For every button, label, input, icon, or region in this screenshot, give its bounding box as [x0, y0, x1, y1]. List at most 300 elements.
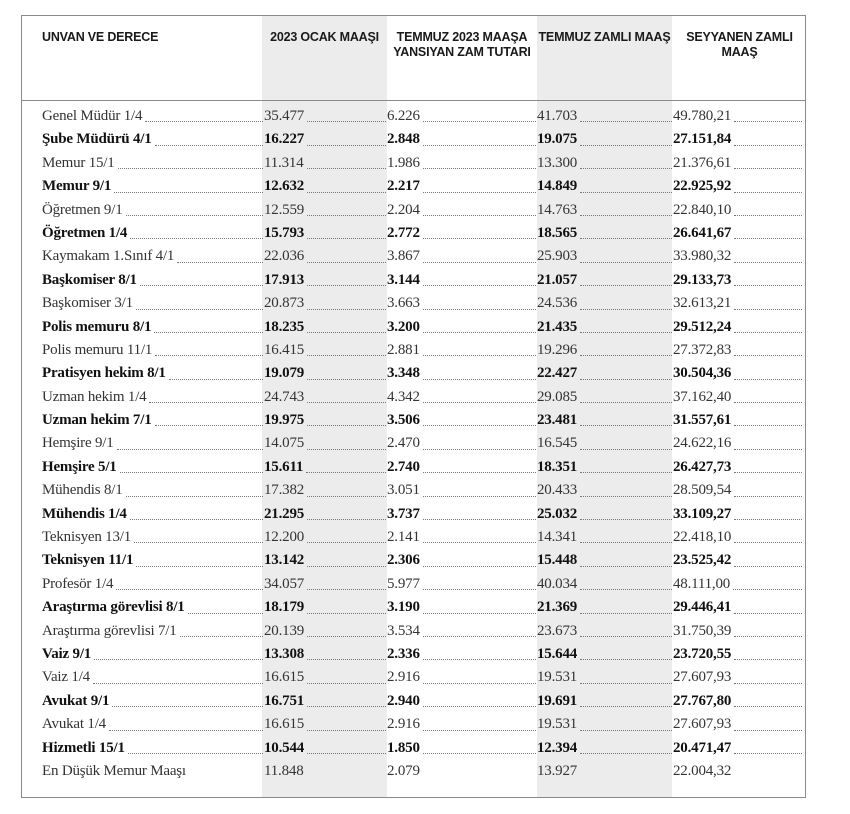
dotted-leader — [307, 753, 386, 754]
cell-zam-tutari — [387, 713, 537, 736]
cell-zam-tutari-text: 2.470 — [387, 435, 420, 452]
cell-unvan-text: Mühendis 8/1 — [42, 482, 123, 499]
cell-unvan-text: Öğretmen 9/1 — [42, 201, 123, 218]
cell-unvan-text: Genel Müdür 1/4 — [42, 108, 143, 124]
cell-seyyanen-maas-text: 29.512,24 — [673, 318, 732, 335]
dotted-leader — [580, 121, 672, 122]
dotted-leader — [423, 589, 536, 590]
cell-unvan — [42, 199, 264, 222]
cell-zamli-maas — [537, 269, 673, 292]
dotted-leader — [307, 566, 386, 567]
dotted-leader — [117, 449, 263, 450]
dotted-leader — [307, 519, 386, 520]
dotted-leader — [307, 215, 386, 216]
cell-zamli-maas — [537, 456, 673, 479]
cell-ocak-maasi — [264, 690, 387, 713]
dotted-leader — [136, 566, 263, 567]
cell-unvan — [42, 128, 264, 151]
dotted-leader — [734, 636, 802, 637]
cell-zamli-maas-text: 40.034 — [537, 575, 578, 592]
cell-unvan — [42, 573, 264, 596]
dotted-leader — [307, 238, 386, 239]
cell-seyyanen-maas — [673, 292, 803, 315]
table-row — [22, 503, 805, 526]
cell-zam-tutari — [387, 175, 537, 198]
dotted-leader — [423, 168, 536, 169]
cell-unvan-text: Polis memuru 11/1 — [42, 341, 153, 358]
cell-ocak-maasi — [264, 526, 387, 549]
cell-unvan-text: Memur 9/1 — [42, 178, 112, 195]
header-ocak: 2023 OCAK MAAŞI — [270, 30, 379, 44]
header-zamli: TEMMUZ ZAMLI MAAŞ — [538, 30, 671, 44]
table-row — [22, 222, 805, 245]
dotted-leader — [734, 542, 802, 543]
cell-unvan — [42, 690, 264, 713]
cell-ocak-maasi-text: 17.913 — [264, 271, 305, 288]
dotted-leader — [130, 519, 263, 520]
dotted-leader — [188, 613, 263, 614]
cell-seyyanen-maas-text: 33.980,32 — [673, 248, 732, 265]
dotted-leader — [134, 542, 263, 543]
cell-seyyanen-maas — [673, 690, 803, 713]
cell-zamli-maas-text: 21.435 — [537, 318, 578, 335]
cell-zam-tutari-text: 3.348 — [387, 365, 420, 382]
table-row — [22, 199, 805, 222]
cell-zamli-maas-text: 21.369 — [537, 599, 578, 616]
cell-zamli-maas-text: 19.296 — [537, 341, 578, 358]
dotted-leader — [145, 121, 263, 122]
dotted-leader — [118, 168, 263, 169]
dotted-leader — [734, 613, 802, 614]
cell-unvan — [42, 175, 264, 198]
table-row — [22, 456, 805, 479]
dotted-leader — [423, 215, 536, 216]
cell-ocak-maasi — [264, 456, 387, 479]
table-row — [22, 432, 805, 455]
dotted-leader — [423, 285, 536, 286]
cell-seyyanen-maas — [673, 386, 803, 409]
dotted-leader — [423, 753, 536, 754]
cell-zam-tutari — [387, 152, 537, 175]
dotted-leader — [307, 683, 386, 684]
cell-seyyanen-maas — [673, 713, 803, 736]
cell-seyyanen-maas-text: 22.925,92 — [673, 178, 732, 195]
cell-ocak-maasi-text: 12.632 — [264, 178, 305, 195]
table-row — [22, 479, 805, 502]
cell-ocak-maasi — [264, 549, 387, 572]
dotted-leader — [734, 309, 802, 310]
cell-unvan-text: Uzman hekim 1/4 — [42, 388, 147, 405]
dotted-leader — [580, 285, 672, 286]
dotted-leader — [116, 589, 263, 590]
dotted-leader — [580, 636, 672, 637]
cell-zamli-maas-text: 12.394 — [537, 739, 578, 756]
cell-zamli-maas-text: 19.691 — [537, 692, 578, 709]
dotted-leader — [307, 402, 386, 403]
table-row — [22, 269, 805, 292]
cell-zam-tutari-text: 2.940 — [387, 692, 420, 709]
cell-unvan — [42, 737, 264, 760]
table-row — [22, 362, 805, 385]
dotted-leader — [307, 332, 386, 333]
cell-seyyanen-maas — [673, 479, 803, 502]
table-body — [22, 105, 805, 783]
cell-zam-tutari-text: 2.217 — [387, 178, 420, 195]
cell-zam-tutari-text: 3.144 — [387, 271, 420, 288]
cell-zamli-maas — [537, 643, 673, 666]
cell-zam-tutari — [387, 386, 537, 409]
cell-zamli-maas-text: 13.300 — [537, 154, 578, 171]
dotted-leader — [580, 753, 672, 754]
cell-zamli-maas-text: 18.565 — [537, 224, 578, 241]
cell-unvan-text: Kaymakam 1.Sınıf 4/1 — [42, 248, 175, 265]
cell-ocak-maasi-text: 16.751 — [264, 692, 305, 709]
dotted-leader — [306, 472, 386, 473]
dotted-leader — [307, 659, 386, 660]
cell-ocak-maasi-text: 35.477 — [264, 108, 305, 124]
cell-zam-tutari — [387, 643, 537, 666]
cell-zam-tutari — [387, 128, 537, 151]
cell-zam-tutari — [387, 105, 537, 128]
cell-ocak-maasi-text: 20.139 — [264, 622, 305, 639]
cell-zamli-maas-text: 14.849 — [537, 178, 578, 195]
cell-unvan — [42, 292, 264, 315]
dotted-leader — [580, 238, 672, 239]
table-row — [22, 386, 805, 409]
cell-seyyanen-maas — [673, 316, 803, 339]
cell-ocak-maasi-text: 15.611 — [264, 458, 304, 475]
cell-unvan — [42, 549, 264, 572]
cell-zam-tutari-text: 2.916 — [387, 669, 420, 686]
cell-zam-tutari-text: 3.200 — [387, 318, 420, 335]
cell-ocak-maasi — [264, 503, 387, 526]
cell-seyyanen-maas — [673, 596, 803, 619]
cell-unvan-text: En Düşük Memur Maaşı — [42, 762, 186, 779]
cell-zamli-maas — [537, 386, 673, 409]
header-seyyanen: SEYYANEN ZAMLI MAAŞ — [686, 30, 793, 59]
cell-zam-tutari — [387, 245, 537, 268]
cell-zam-tutari-text: 6.226 — [387, 108, 420, 124]
table-row — [22, 152, 805, 175]
cell-zamli-maas-text: 18.351 — [537, 458, 578, 475]
dotted-leader — [580, 355, 672, 356]
cell-unvan — [42, 316, 264, 339]
cell-unvan — [42, 596, 264, 619]
cell-zam-tutari — [387, 432, 537, 455]
cell-ocak-maasi-text: 19.975 — [264, 412, 305, 429]
table-row — [22, 666, 805, 689]
dotted-leader — [734, 332, 802, 333]
dotted-leader — [307, 168, 387, 169]
cell-ocak-maasi-text: 11.314 — [264, 154, 304, 171]
cell-seyyanen-maas — [673, 666, 803, 689]
dotted-leader — [307, 355, 386, 356]
cell-ocak-maasi — [264, 316, 387, 339]
cell-ocak-maasi — [264, 362, 387, 385]
cell-ocak-maasi — [264, 643, 387, 666]
dotted-leader — [423, 121, 536, 122]
cell-zamli-maas-text: 20.433 — [537, 482, 578, 499]
cell-seyyanen-maas-text: 26.427,73 — [673, 458, 732, 475]
dotted-leader — [94, 659, 263, 660]
cell-ocak-maasi-text: 16.227 — [264, 131, 305, 148]
cell-zam-tutari — [387, 269, 537, 292]
dotted-leader — [307, 613, 386, 614]
dotted-leader — [423, 542, 536, 543]
cell-seyyanen-maas-text: 48.111,00 — [673, 575, 731, 592]
cell-unvan — [42, 713, 264, 736]
cell-ocak-maasi — [264, 666, 387, 689]
cell-seyyanen-maas-text: 31.750,39 — [673, 622, 732, 639]
cell-zam-tutari — [387, 573, 537, 596]
table-header — [22, 16, 805, 101]
cell-unvan-text: Hemşire 5/1 — [42, 458, 117, 475]
cell-zam-tutari-text: 3.190 — [387, 599, 420, 616]
dotted-leader — [580, 145, 672, 146]
cell-ocak-maasi — [264, 105, 387, 128]
cell-zamli-maas-text: 15.644 — [537, 645, 578, 662]
cell-zamli-maas — [537, 339, 673, 362]
dotted-leader — [307, 589, 386, 590]
cell-zam-tutari — [387, 292, 537, 315]
cell-unvan — [42, 643, 264, 666]
dotted-leader — [734, 449, 802, 450]
dotted-leader — [734, 706, 802, 707]
dotted-leader — [734, 472, 802, 473]
dotted-leader — [423, 449, 536, 450]
cell-ocak-maasi-text: 14.075 — [264, 435, 305, 452]
dotted-leader — [307, 706, 386, 707]
cell-unvan-text: Vaiz 1/4 — [42, 669, 90, 686]
cell-zam-tutari-text: 1.986 — [387, 154, 420, 171]
dotted-leader — [734, 238, 802, 239]
cell-seyyanen-maas — [673, 362, 803, 385]
dotted-leader — [423, 636, 536, 637]
cell-seyyanen-maas — [673, 199, 803, 222]
dotted-leader — [734, 121, 802, 122]
cell-zam-tutari-text: 3.737 — [387, 505, 420, 522]
cell-zam-tutari-text: 3.051 — [387, 482, 420, 499]
dotted-leader — [112, 706, 263, 707]
dotted-leader — [734, 168, 802, 169]
cell-seyyanen-maas-text: 37.162,40 — [673, 388, 732, 405]
cell-zam-tutari-text: 4.342 — [387, 388, 420, 405]
cell-ocak-maasi-text: 13.142 — [264, 552, 305, 569]
cell-unvan-text: Hemşire 9/1 — [42, 435, 114, 452]
table-row — [22, 620, 805, 643]
cell-zamli-maas — [537, 549, 673, 572]
cell-zam-tutari — [387, 737, 537, 760]
cell-unvan-text: Avukat 1/4 — [42, 716, 106, 733]
dotted-leader — [734, 683, 802, 684]
cell-seyyanen-maas-text: 26.641,67 — [673, 224, 732, 241]
cell-unvan-text: Başkomiser 8/1 — [42, 271, 137, 288]
dotted-leader — [307, 192, 386, 193]
cell-ocak-maasi-text: 16.615 — [264, 669, 305, 686]
cell-zamli-maas — [537, 432, 673, 455]
dotted-leader — [114, 192, 263, 193]
cell-zamli-maas — [537, 620, 673, 643]
cell-unvan — [42, 152, 264, 175]
cell-unvan — [42, 105, 264, 128]
cell-zamli-maas-text: 13.927 — [537, 762, 578, 779]
table-row — [22, 573, 805, 596]
cell-zamli-maas — [537, 526, 673, 549]
dotted-leader — [307, 425, 386, 426]
cell-ocak-maasi — [264, 175, 387, 198]
dotted-leader — [580, 566, 672, 567]
dotted-leader — [140, 285, 263, 286]
cell-zam-tutari-text: 2.141 — [387, 529, 420, 546]
cell-zam-tutari — [387, 666, 537, 689]
table-row — [22, 713, 805, 736]
cell-unvan-text: Öğretmen 1/4 — [42, 224, 128, 241]
cell-unvan-text: Hizmetli 15/1 — [42, 739, 125, 756]
cell-seyyanen-maas-text: 22.004,32 — [673, 762, 732, 779]
cell-seyyanen-maas-text: 49.780,21 — [673, 108, 732, 124]
cell-zamli-maas — [537, 105, 673, 128]
dotted-leader — [580, 683, 672, 684]
cell-zamli-maas — [537, 666, 673, 689]
cell-zam-tutari — [387, 526, 537, 549]
cell-seyyanen-maas-text: 27.607,93 — [673, 669, 732, 686]
dotted-leader — [734, 192, 802, 193]
cell-seyyanen-maas-text: 24.622,16 — [673, 435, 732, 452]
cell-zam-tutari-text: 2.881 — [387, 341, 420, 358]
cell-unvan — [42, 409, 264, 432]
dotted-leader — [580, 192, 672, 193]
dotted-leader — [307, 121, 386, 122]
dotted-leader — [734, 566, 802, 567]
cell-unvan-text: Araştırma görevlisi 7/1 — [42, 622, 177, 639]
cell-zam-tutari-text: 3.663 — [387, 295, 420, 312]
cell-zam-tutari — [387, 503, 537, 526]
cell-unvan-text: Polis memuru 8/1 — [42, 318, 152, 335]
dotted-leader — [580, 589, 672, 590]
cell-zamli-maas — [537, 596, 673, 619]
dotted-leader — [307, 309, 386, 310]
dotted-leader — [307, 449, 386, 450]
dotted-leader — [734, 402, 802, 403]
dotted-leader — [307, 542, 386, 543]
header-zam: TEMMUZ 2023 MAAŞA YANSIYAN ZAM TUTARI — [393, 30, 531, 59]
cell-seyyanen-maas — [673, 409, 803, 432]
cell-zamli-maas — [537, 760, 673, 783]
cell-zamli-maas-text: 25.903 — [537, 248, 578, 265]
dotted-leader — [734, 659, 802, 660]
cell-ocak-maasi — [264, 222, 387, 245]
cell-zamli-maas-text: 16.545 — [537, 435, 578, 452]
table-row — [22, 175, 805, 198]
cell-seyyanen-maas-text: 22.840,10 — [673, 201, 732, 218]
cell-zam-tutari-text: 2.306 — [387, 552, 420, 569]
dotted-leader — [169, 379, 263, 380]
cell-unvan — [42, 339, 264, 362]
cell-zam-tutari-text: 2.204 — [387, 201, 420, 218]
cell-unvan — [42, 760, 264, 783]
dotted-leader — [580, 472, 672, 473]
cell-ocak-maasi — [264, 573, 387, 596]
dotted-leader — [423, 262, 536, 263]
dotted-leader — [734, 215, 802, 216]
dotted-leader — [423, 659, 536, 660]
dotted-leader — [307, 285, 386, 286]
cell-seyyanen-maas-text: 27.151,84 — [673, 131, 732, 148]
cell-unvan-text: Teknisyen 13/1 — [42, 529, 132, 546]
cell-ocak-maasi-text: 15.793 — [264, 224, 305, 241]
cell-zamli-maas — [537, 503, 673, 526]
dotted-leader — [580, 519, 672, 520]
cell-unvan — [42, 222, 264, 245]
dotted-leader — [136, 309, 263, 310]
cell-seyyanen-maas — [673, 432, 803, 455]
table-row — [22, 549, 805, 572]
cell-seyyanen-maas — [673, 549, 803, 572]
cell-ocak-maasi-text: 21.295 — [264, 505, 305, 522]
cell-zam-tutari — [387, 456, 537, 479]
dotted-leader — [423, 566, 536, 567]
cell-zamli-maas-text: 23.481 — [537, 412, 578, 429]
cell-unvan-text: Uzman hekim 7/1 — [42, 412, 152, 429]
dotted-leader — [580, 706, 672, 707]
cell-zam-tutari-text: 2.772 — [387, 224, 420, 241]
cell-ocak-maasi-text: 11.848 — [264, 762, 304, 779]
cell-unvan — [42, 526, 264, 549]
cell-unvan — [42, 666, 264, 689]
table-row — [22, 409, 805, 432]
cell-ocak-maasi — [264, 339, 387, 362]
dotted-leader — [307, 636, 386, 637]
cell-seyyanen-maas-text: 20.471,47 — [673, 739, 732, 756]
cell-ocak-maasi — [264, 128, 387, 151]
dotted-leader — [580, 659, 672, 660]
cell-ocak-maasi — [264, 199, 387, 222]
cell-unvan — [42, 503, 264, 526]
salary-table — [21, 15, 806, 798]
cell-zamli-maas-text: 24.536 — [537, 295, 578, 312]
cell-seyyanen-maas-text: 30.504,36 — [673, 365, 732, 382]
cell-zamli-maas-text: 19.531 — [537, 716, 578, 733]
cell-ocak-maasi-text: 16.615 — [264, 716, 305, 733]
dotted-leader — [734, 425, 802, 426]
cell-ocak-maasi — [264, 479, 387, 502]
cell-zamli-maas — [537, 737, 673, 760]
cell-seyyanen-maas-text: 21.376,61 — [673, 154, 732, 171]
cell-ocak-maasi-text: 12.559 — [264, 201, 305, 218]
cell-unvan-text: Avukat 9/1 — [42, 692, 110, 709]
dotted-leader — [126, 215, 264, 216]
cell-seyyanen-maas-text: 29.133,73 — [673, 271, 732, 288]
cell-seyyanen-maas — [673, 573, 803, 596]
cell-zamli-maas — [537, 222, 673, 245]
cell-seyyanen-maas — [673, 456, 803, 479]
cell-zamli-maas-text: 19.075 — [537, 131, 578, 148]
table-row — [22, 737, 805, 760]
dotted-leader — [423, 238, 536, 239]
dotted-leader — [155, 355, 263, 356]
dotted-leader — [423, 425, 536, 426]
cell-seyyanen-maas — [673, 643, 803, 666]
cell-zamli-maas-text: 15.448 — [537, 552, 578, 569]
cell-ocak-maasi — [264, 432, 387, 455]
cell-zamli-maas-text: 23.673 — [537, 622, 578, 639]
cell-zam-tutari — [387, 409, 537, 432]
dotted-leader — [580, 613, 672, 614]
cell-zamli-maas — [537, 362, 673, 385]
dotted-leader — [734, 730, 802, 731]
cell-zam-tutari-text: 2.740 — [387, 458, 420, 475]
dotted-leader — [423, 683, 536, 684]
